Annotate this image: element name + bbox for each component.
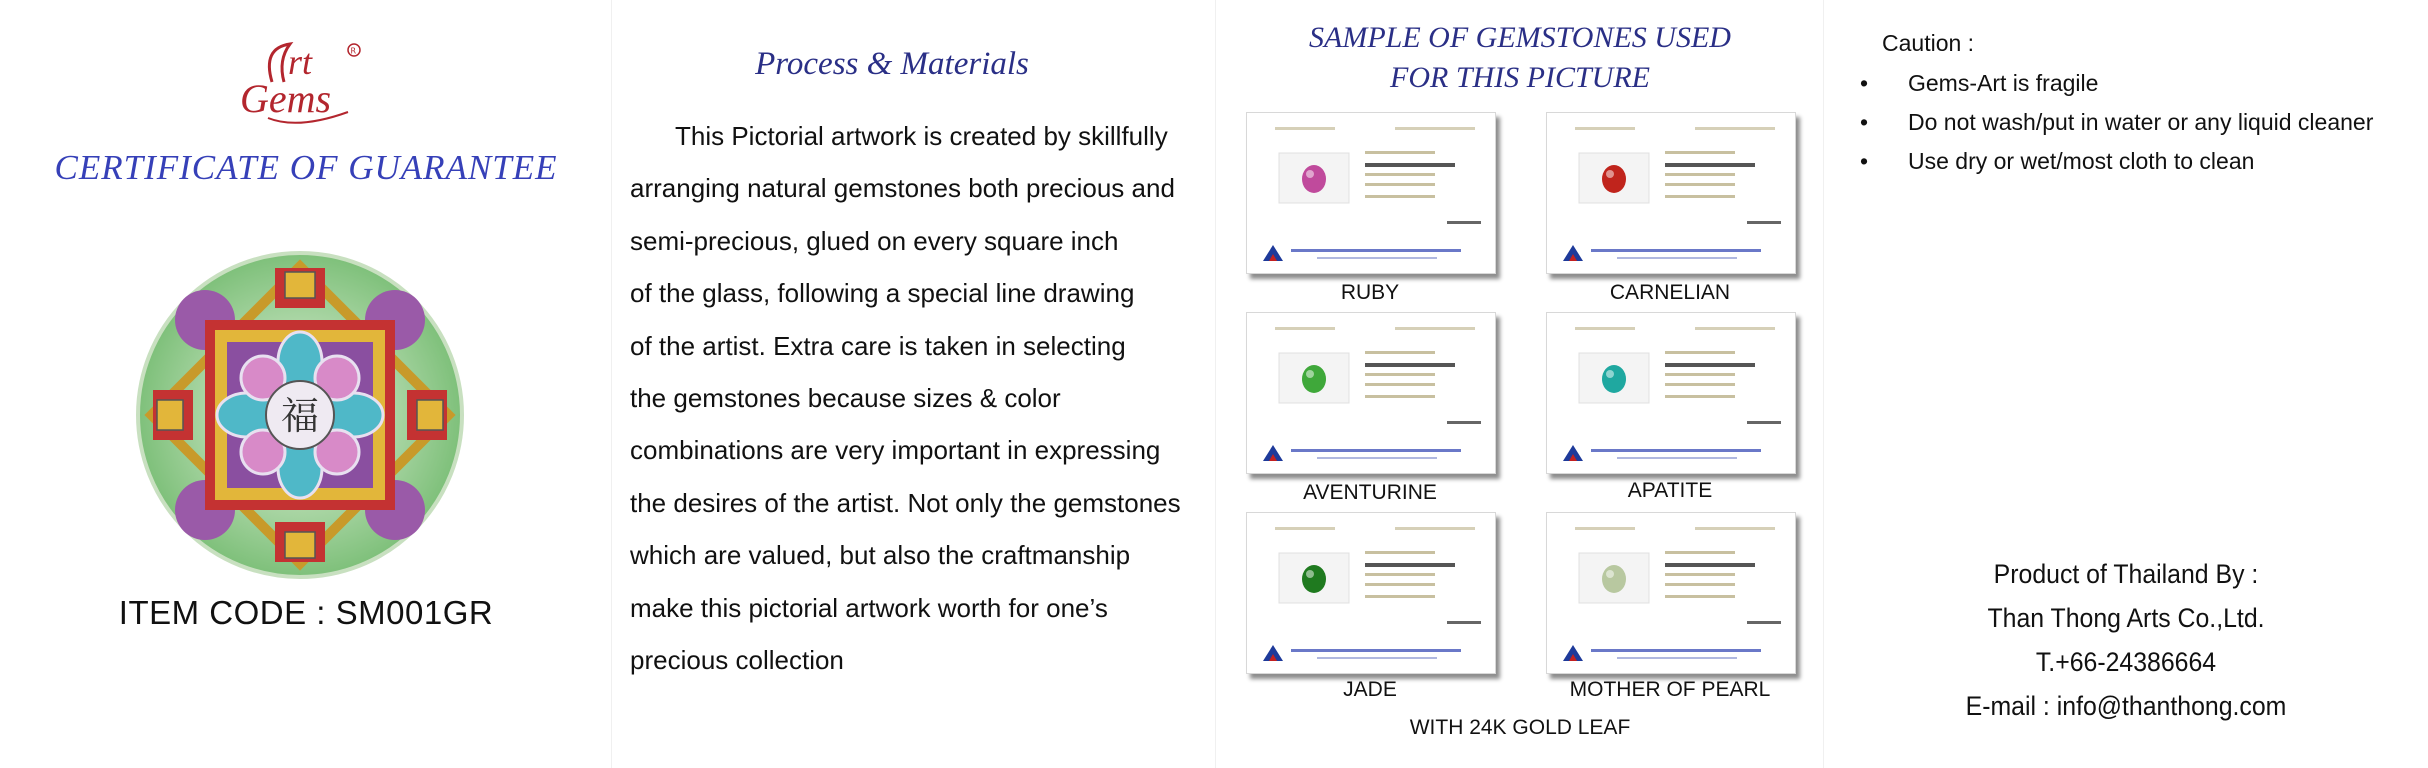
gem-certificate-card [1546,512,1796,674]
bullet-icon: • [1860,70,1869,96]
gem-certificate-card [1546,312,1796,474]
process-line: which are valued, but also the craftmanship [630,540,1131,571]
gem-certificate-card [1246,112,1496,274]
gem-label: CARNELIAN [1609,281,1731,304]
caution-text: Use dry or wet/most cloth to clean [1908,148,2255,174]
caution-item [1860,68,2373,107]
certificate-panel [0,0,612,768]
svg-text:R: R [350,46,357,56]
gemstone-sample-icon [1602,365,1626,393]
process-line: combinations are very important in expressing [630,435,1161,466]
samples-title-line: SAMPLE OF GEMSTONES USED [1309,21,1731,54]
samples-title [1216,18,1824,98]
process-line: semi-precious, glued on every square inch [630,225,1119,256]
bullet-icon: • [1860,109,1869,135]
company-phone: T.+66-24386664 [2035,647,2217,677]
gemstone-sample-icon [1602,165,1626,193]
gem-certificate-image [1547,513,1795,673]
gemstone-sample-icon [1602,565,1626,593]
process-line: make this pictorial artwork worth for one’s [630,592,1108,623]
company-info [1848,552,2404,728]
gem-certificate-image [1247,313,1495,473]
gem-certificate-image [1547,113,1795,273]
company-name: Than Thong Arts Co.,Ltd. [1987,603,2265,633]
gem-label: APATITE [1627,479,1713,502]
gem-certificate-image [1547,313,1795,473]
certificate-title: CERTIFICATE OF GUARANTEE [54,148,558,187]
process-line: arranging natural gemstones both precious and [630,173,1175,204]
gem-certificate-card [1246,512,1496,674]
process-line: of the artist. Extra care is taken in selecting [630,330,1126,361]
company-line: Product of Thailand By : [1993,559,2259,589]
process-line: This Pictorial artwork is created by skillfully [675,121,1168,151]
process-title: Process & Materials [755,46,1029,82]
gemstone-mandala-image [135,250,465,580]
caution-text: Do not wash/put in water or any liquid cleaner [1908,109,2374,135]
gem-certificate-card [1246,312,1496,474]
gemstone-sample-icon [1302,365,1326,393]
item-code: ITEM CODE : SM001GR [118,594,494,631]
samples-title-line: FOR THIS PICTURE [1390,61,1650,94]
gem-label: RUBY [1340,281,1400,304]
art-gems-logo [228,40,368,126]
samples-panel [1216,0,1824,768]
svg-text:rt: rt [288,42,313,82]
svg-text:福: 福 [280,394,320,438]
process-panel [612,0,1216,768]
process-line: the desires of the artist. Not only the gemstones [630,487,1181,518]
process-line: precious collection [630,645,844,676]
gem-certificate-image [1247,113,1495,273]
bullet-icon: • [1860,148,1869,174]
gem-label: JADE [1343,678,1397,701]
caution-panel [1824,0,2428,768]
svg-text:Gems: Gems [240,76,332,121]
caution-item [1860,107,2373,146]
gemstone-sample-icon [1302,565,1326,593]
caution-list [1860,68,2373,185]
company-email: E-mail : info@thanthong.com [1965,691,2287,721]
gem-label: AVENTURINE [1303,481,1437,504]
caution-title: Caution : [1882,30,1975,56]
gold-leaf-note: WITH 24K GOLD LEAF [1409,716,1631,739]
process-line: the gemstones because sizes & color [630,383,1061,414]
gem-certificate-image [1247,513,1495,673]
process-description [630,110,1220,686]
gem-certificate-card [1546,112,1796,274]
gem-label: MOTHER OF PEARL [1569,678,1771,701]
caution-text: Gems-Art is fragile [1908,70,2099,96]
gemstone-sample-icon [1302,165,1326,193]
caution-item [1860,146,2373,185]
process-line: of the glass, following a special line drawing [630,278,1135,309]
